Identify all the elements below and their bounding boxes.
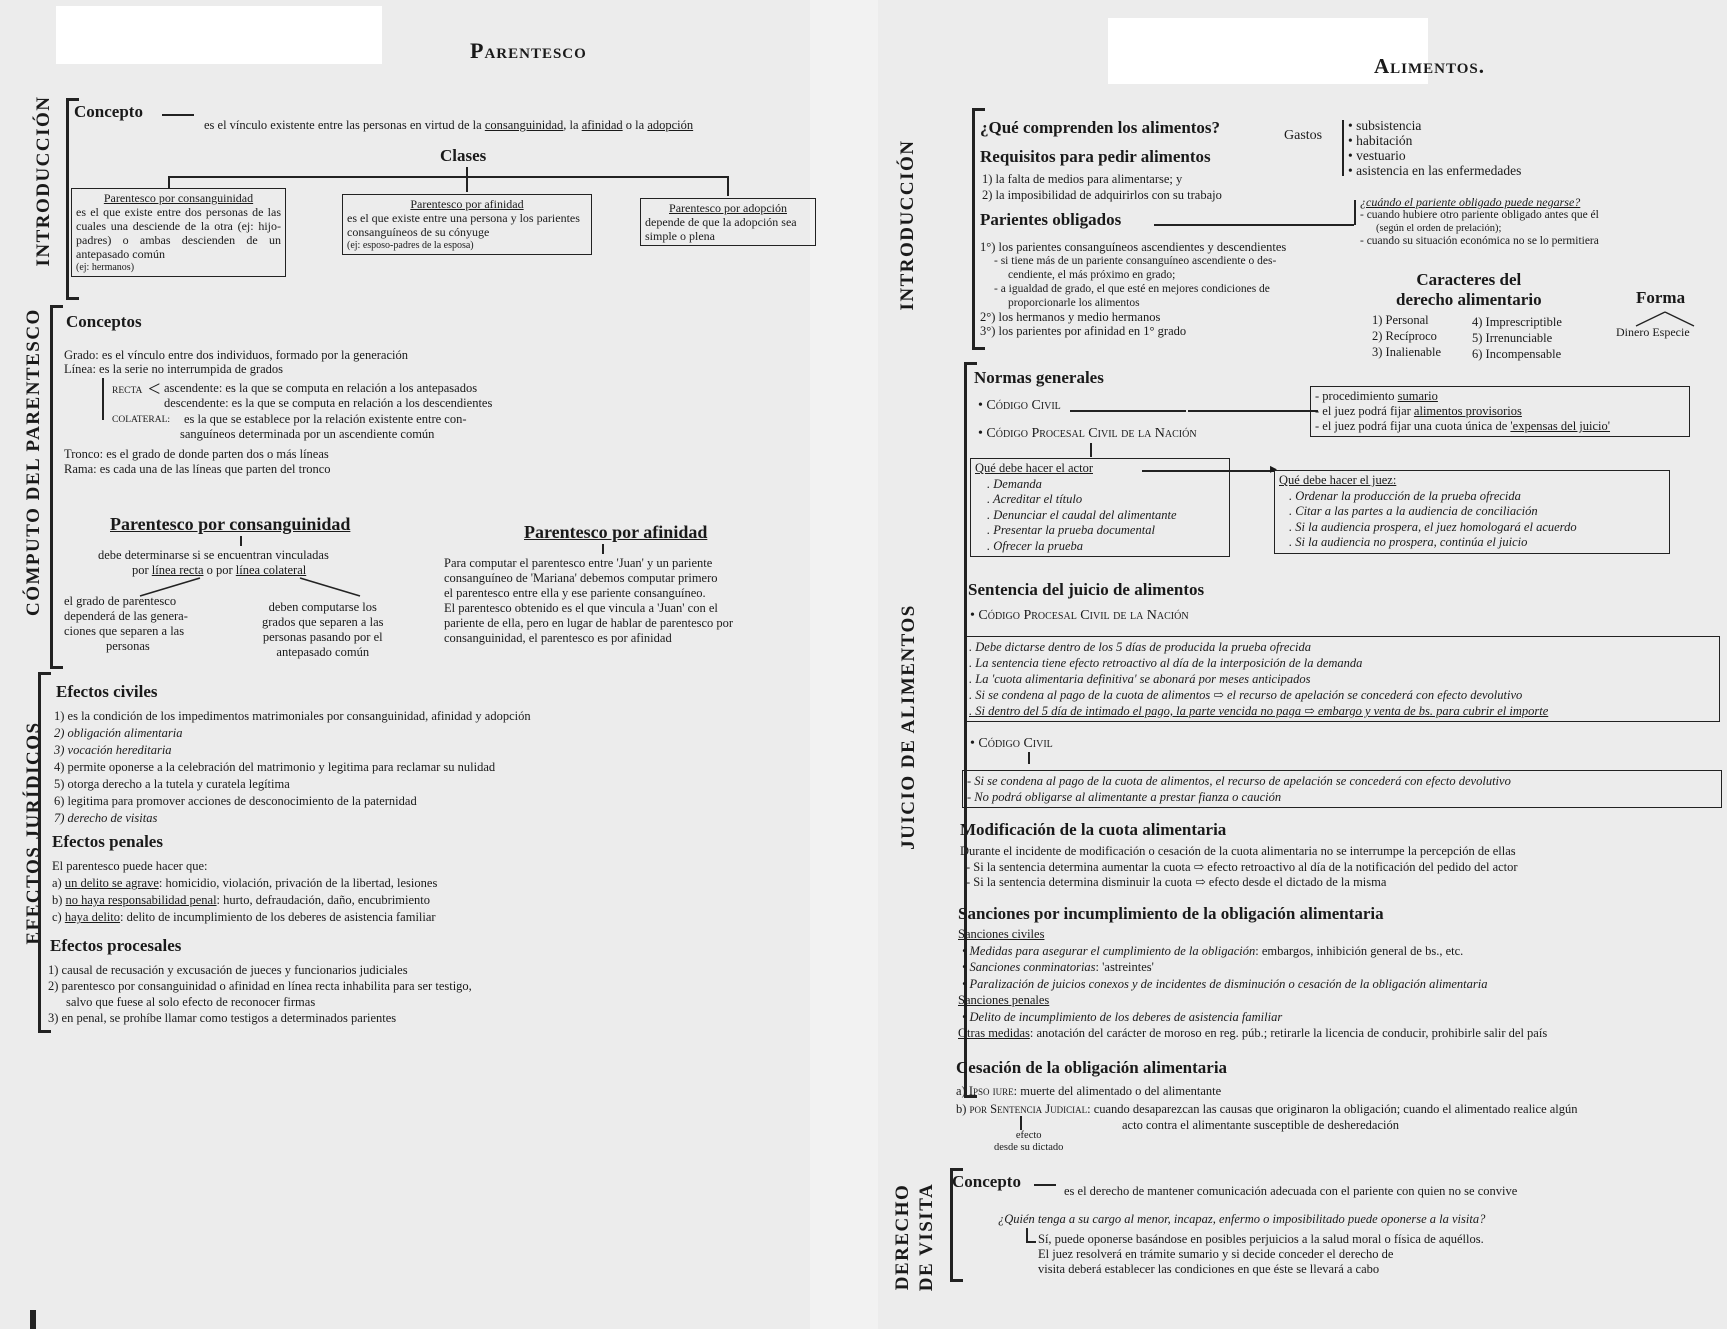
actor-juez-arrow bbox=[1142, 470, 1274, 472]
box-afinidad bbox=[342, 194, 592, 255]
afin-stem bbox=[602, 544, 604, 554]
normas-cc-line bbox=[1070, 410, 1186, 412]
negarse-connector bbox=[1354, 200, 1356, 225]
sentencia-4: . Si se condena al pago de la cuota de alimentos ⇨ el recurso de apelación se concederá con efecto devolutivo bbox=[969, 688, 1523, 702]
concepto-dash-left bbox=[162, 114, 194, 116]
sanciones-civiles-3: • Paralización de juicios conexos y de incidentes de disminución o cesación de la obligación alimentaria bbox=[962, 976, 1488, 991]
penales-c-k: c) bbox=[52, 910, 65, 924]
right-title: Alimentos. bbox=[1374, 54, 1485, 78]
consang-right-1: deben computarse los bbox=[268, 600, 377, 614]
q-alimentos: ¿Qué comprenden los alimentos? bbox=[980, 118, 1221, 137]
sc2b: : 'astreintes' bbox=[1095, 960, 1154, 974]
sentencia-cc-1: - Si se condena al pago de la cuota de alimentos, el recurso de apelación se concederá con efecto devolutivo bbox=[967, 774, 1511, 788]
concepto-linea: Línea: es la serie no interrumpida de grados bbox=[64, 362, 284, 376]
normas-box bbox=[1310, 386, 1690, 437]
juez-4: . Si la audiencia no prospera, continúa el juicio bbox=[1289, 535, 1528, 549]
left-title: Parentesco bbox=[470, 38, 587, 63]
negarse-1: - cuando hubiere otro pariente obligado antes que él bbox=[1360, 209, 1599, 221]
cesacion-efecto-1: efecto bbox=[1015, 1130, 1042, 1141]
normas-cpcn: • Código Procesal Civil de la Nación bbox=[978, 426, 1197, 441]
section-efectos: EFECTOS JURÍDICOS bbox=[23, 721, 44, 945]
concepto-colateral-2: sanguíneos determinada por un ascendiente común bbox=[180, 427, 435, 441]
caracter-1: 1) Personal bbox=[1372, 313, 1429, 327]
cesacion-b bbox=[956, 1102, 1578, 1117]
actor-5: . Ofrecer la prueba bbox=[987, 538, 1084, 553]
caracteres-title bbox=[1396, 270, 1542, 310]
scan-artifact bbox=[30, 1310, 36, 1329]
sc2a: • Sanciones conminatorias bbox=[962, 960, 1096, 974]
obligados-1c: - a igualdad de grado, el que esté en mejores condiciones de bbox=[994, 283, 1270, 295]
civiles-item-5: 5) otorga derecho a la tutela y curatela legítima bbox=[54, 777, 290, 791]
actor-1: . Demanda bbox=[987, 476, 1042, 491]
visita-dash bbox=[1034, 1184, 1056, 1186]
concepto-adopcion: adopción bbox=[647, 118, 694, 132]
cesacion-a-k: a) bbox=[956, 1084, 969, 1098]
otras-label: Otras medidas bbox=[958, 1026, 1030, 1040]
negarse-2: - cuando su situación económica no se lo permitiera bbox=[1360, 235, 1599, 247]
negarse-q: ¿cuándo el pariente obligado puede negarse? bbox=[1360, 195, 1581, 209]
caracter-2: 2) Recíproco bbox=[1372, 329, 1437, 343]
consang-left-3: ciones que separen a las bbox=[64, 624, 185, 638]
juez-1: . Ordenar la producción de la prueba ofrecida bbox=[1289, 488, 1521, 503]
forma-options bbox=[1616, 326, 1690, 339]
penales-label: Efectos penales bbox=[52, 832, 163, 851]
cpcn-stem bbox=[1090, 443, 1092, 457]
penales-a-k: a) bbox=[52, 876, 65, 890]
bracket-computo bbox=[50, 305, 63, 669]
visita-stem bbox=[1026, 1228, 1028, 1242]
box-adopcion-text: depende de que la adopción sea simple o plena bbox=[645, 215, 797, 243]
forma-dinero: Dinero bbox=[1616, 325, 1650, 339]
concepto-ascendente: ascendente: es la que se computa en relación a los antepasados bbox=[164, 381, 478, 395]
penales-list bbox=[52, 858, 437, 926]
forma-label: Forma bbox=[1636, 288, 1686, 307]
penales-c-u: haya delito bbox=[64, 910, 121, 924]
sentencia-cc-box bbox=[962, 770, 1722, 808]
concepto-colateral-label: COLATERAL: bbox=[112, 415, 171, 425]
concepto-descendente: descendente: es la que se computa en relación a los descendientes bbox=[164, 396, 493, 410]
normas-box-1 bbox=[1315, 389, 1685, 404]
gastos-list bbox=[1348, 118, 1521, 178]
consang-right-3: personas pasando por el bbox=[262, 630, 383, 644]
concepto-consanguinidad: consanguinidad bbox=[484, 118, 564, 132]
juez-3: . Si la audiencia prospera, el juez homologará el acuerdo bbox=[1289, 519, 1577, 534]
juez-title: Qué debe hacer el juez: bbox=[1279, 473, 1397, 487]
consang-text-1: debe determinarse si se encuentran vinculadas bbox=[98, 548, 329, 562]
sentencia-cc-2: - No podrá obligarse al alimentante a prestar fianza o caución bbox=[967, 790, 1282, 804]
sentencia-cc-stem bbox=[1028, 752, 1030, 764]
afin-text bbox=[444, 556, 733, 646]
caracter-6: 6) Incompensable bbox=[1472, 347, 1562, 361]
sanciones-penales: Sanciones penales bbox=[958, 993, 1050, 1007]
concepto-text-a: es el vínculo existente entre las personas en virtud de la bbox=[204, 118, 485, 132]
sentencia-1: . Debe dictarse dentro de los 5 días de producida la prueba ofrecida bbox=[969, 640, 1311, 654]
clases-label: Clases bbox=[440, 146, 487, 165]
civiles-list bbox=[54, 708, 531, 827]
consang-text-2a: por bbox=[132, 563, 152, 577]
civiles-item-4: 4) permite oponerse a la celebración del matrimonio y legitima para reclamar su nulidad bbox=[54, 760, 496, 774]
obligados-list bbox=[980, 240, 1286, 338]
consang-right-2: grados que separen a las bbox=[262, 615, 384, 629]
section-visita-2: DE VISITA bbox=[916, 1182, 937, 1292]
civiles-item-6: 6) legitima para promover acciones de desconocimiento de la paternidad bbox=[54, 794, 417, 808]
concepto-text-left: es el vínculo existente entre las personas en virtud de la consanguinidad, la afinidad o la adopción bbox=[204, 118, 694, 132]
gastos-label: Gastos bbox=[1284, 128, 1323, 143]
caracter-3: 3) Inalienable bbox=[1372, 345, 1442, 359]
arrow-head: ▸ bbox=[1270, 462, 1278, 477]
box-adopcion bbox=[640, 198, 816, 246]
procesales-label: Efectos procesales bbox=[50, 936, 182, 955]
visita-a3: visita deberá establecer las condiciones en que éste se llevará a cabo bbox=[1038, 1262, 1380, 1276]
normas-box-2-t: - el juez podrá fijar bbox=[1315, 404, 1414, 418]
penales-c bbox=[52, 909, 437, 926]
consang-linea-recta: línea recta bbox=[151, 563, 204, 577]
afin-title: Parentesco por afinidad bbox=[524, 522, 708, 542]
gastos-item-3: • vestuario bbox=[1348, 148, 1406, 163]
penales-b-k: b) bbox=[52, 893, 66, 907]
box-consanguinidad bbox=[71, 188, 286, 277]
afin-l3: el parentesco entre ella y ese pariente consanguíneo. bbox=[444, 586, 706, 600]
cesacion-efecto bbox=[994, 1130, 1063, 1154]
visita-q: ¿Quién tenga a su cargo al menor, incapaz, enfermo o imposibilitado puede oponerse a la visita? bbox=[998, 1212, 1486, 1226]
procesales-item-3: 3) en penal, se prohíbe llamar como testigos a determinados parientes bbox=[48, 1011, 397, 1025]
cesacion-efecto-stem bbox=[1020, 1116, 1022, 1130]
penales-a-t: : homicidio, violación, privación de la libertad, lesiones bbox=[158, 876, 438, 890]
penales-a bbox=[52, 875, 437, 892]
cesacion-a-t: : muerte del alimentado o del alimentante bbox=[1013, 1084, 1222, 1098]
modificacion-1: - Si la sentencia determina aumentar la cuota ⇨ efecto retroactivo al día de la notificación del pedido del actor bbox=[966, 859, 1518, 874]
concepto-grado: Grado: es el vínculo entre dos individuos, formado por la generación bbox=[64, 348, 409, 362]
normas-cc: • Código Civil bbox=[978, 398, 1061, 413]
actor-3: . Denunciar el caudal del alimentante bbox=[987, 507, 1177, 522]
sentencia-cc: • Código Civil bbox=[970, 736, 1053, 751]
obligados-2: 2°) los hermanos y medio hermanos bbox=[980, 310, 1161, 324]
civiles-item-7: 7) derecho de visitas bbox=[54, 811, 158, 825]
concepto-label-left: Concepto bbox=[74, 102, 143, 121]
clases-bar bbox=[168, 176, 728, 178]
section-introduccion-left: INTRODUCCIÓN bbox=[33, 95, 54, 267]
consang-stem bbox=[240, 536, 242, 546]
sanciones-civiles-2 bbox=[958, 959, 1547, 976]
redaction-box-left bbox=[56, 6, 382, 64]
concepto-recta: RECTA bbox=[112, 386, 143, 396]
recta-bracket: < bbox=[148, 376, 161, 401]
sentencia-3: . La 'cuota alimentaria definitiva' se abonará por meses anticipados bbox=[969, 672, 1311, 686]
visita-concepto-label: Concepto bbox=[952, 1172, 1021, 1191]
civiles-item-1: 1) es la condición de los impedimentos matrimoniales por consanguinidad, afinidad y adopción bbox=[54, 709, 531, 723]
gastos-item-2: • habitación bbox=[1348, 133, 1413, 148]
sc1b: : embargos, inhibición general de bs., etc. bbox=[1255, 943, 1464, 958]
section-juicio: JUICIO DE ALIMENTOS bbox=[898, 604, 919, 850]
visita-text: es el derecho de mantener comunicación adecuada con el pariente con quien no se convive bbox=[1064, 1184, 1518, 1198]
forma-especie: Especie bbox=[1652, 325, 1690, 339]
consang-left-2: dependerá de las genera- bbox=[64, 609, 188, 623]
cesacion-b-t: : cuando desaparezcan las causas que originaron la obligación; cuando el alimentado realice algún bbox=[1087, 1102, 1578, 1116]
actor-4: . Presentar la prueba documental bbox=[987, 523, 1155, 537]
sanciones-otras bbox=[958, 1025, 1547, 1042]
section-visita-1: DERECHO bbox=[892, 1183, 913, 1291]
obligados-1a: - si tiene más de un pariente consanguíneo ascendiente o des- bbox=[994, 255, 1277, 267]
normas-box-2 bbox=[1315, 404, 1685, 419]
afin-l4: El parentesco obtenido es el que vincula a 'Juan' con el bbox=[444, 601, 718, 615]
obligados-arrow bbox=[1154, 224, 1354, 226]
section-introduccion-right: INTRODUCCIÓN bbox=[897, 139, 918, 311]
otras-text: : anotación del carácter de moroso en reg. púb.; retirarle la licencia de conducir, prohibirle salir del país bbox=[1029, 1026, 1548, 1040]
procesales-item-1: 1) causal de recusación y excusación de jueces y funcionarios judiciales bbox=[48, 963, 408, 977]
caracter-5: 5) Irrenunciable bbox=[1472, 331, 1553, 345]
cesacion-efecto-2: desde su dictado bbox=[994, 1142, 1064, 1153]
concepto-colateral: es la que se establece por la relación existente entre con- bbox=[184, 412, 467, 426]
consang-title: Parentesco por consanguinidad bbox=[110, 514, 351, 534]
cesacion-b-sc: por Sentencia Judicial bbox=[969, 1102, 1088, 1116]
consang-text-2b: o por bbox=[203, 563, 236, 577]
obligados-3: 3°) los parientes por afinidad en 1° grado bbox=[980, 324, 1187, 338]
normas-box-3-t: - el juez podrá fijar una cuota única de bbox=[1315, 419, 1511, 433]
requisitos-2: 2) la imposibilidad de adquirirlos con su trabajo bbox=[982, 188, 1222, 202]
clases-drop-2 bbox=[466, 176, 468, 192]
sanciones-civiles: Sanciones civiles bbox=[958, 927, 1045, 941]
civiles-item-3: 3) vocación hereditaria bbox=[54, 743, 172, 757]
sc1a: • Medidas para asegurar el cumplimiento de la obligación bbox=[962, 943, 1256, 958]
visita-a1: Sí, puede oponerse basándose en posibles perjuicios a la salud moral o física de aquéllos. bbox=[1038, 1232, 1484, 1246]
concepto-tronco: Tronco: es el grado de donde parten dos o más líneas bbox=[64, 447, 329, 461]
caracteres-col-2 bbox=[1472, 314, 1562, 362]
gastos-item-1: • subsistencia bbox=[1348, 118, 1422, 133]
conceptos-label: Conceptos bbox=[66, 312, 142, 331]
right-page bbox=[878, 0, 1727, 1329]
cesacion-b2: acto contra el alimentante susceptible de desheredación bbox=[1122, 1118, 1399, 1132]
negarse-block bbox=[1360, 196, 1599, 248]
gastos-bracket bbox=[1342, 120, 1344, 176]
penales-b-t: : hurto, defraudación, daño, encubrimiento bbox=[216, 893, 431, 907]
sentencia-cpcn: • Código Procesal Civil de la Nación bbox=[970, 608, 1189, 623]
box-consanguinidad-title: Parentesco por consanguinidad bbox=[103, 191, 254, 205]
sentencia-label: Sentencia del juicio de alimentos bbox=[968, 580, 1205, 599]
normas-box-3 bbox=[1315, 419, 1685, 434]
section-computo: CÓMPUTO DEL PARENTESCO bbox=[23, 308, 44, 616]
consang-right-4: antepasado común bbox=[276, 645, 370, 659]
sanciones-civiles-1 bbox=[958, 943, 1547, 960]
penales-a-u: un delito se agrave bbox=[64, 876, 159, 890]
modificacion-0: Durante el incidente de modificación o cesación de la cuota alimentaria no se interrumpe la percepción de ellas bbox=[960, 844, 1516, 858]
caracter-4: 4) Imprescriptible bbox=[1472, 315, 1562, 329]
linea-connector bbox=[102, 378, 104, 420]
sentencia-box bbox=[964, 636, 1720, 722]
consang-right bbox=[262, 600, 383, 660]
caracteres-title-2: derecho alimentario bbox=[1396, 290, 1542, 309]
consang-left bbox=[64, 594, 188, 654]
negarse-1b: (según el orden de prelación); bbox=[1376, 223, 1502, 234]
consang-left-1: el grado de parentesco bbox=[64, 594, 177, 608]
consang-linea-colateral: línea colateral bbox=[235, 563, 307, 577]
visita-a2: El juez resolverá en trámite sumario y si decide conceder el derecho de bbox=[1038, 1247, 1394, 1261]
penales-c-t: : delito de incumplimiento de los deberes de asistencia familiar bbox=[120, 910, 436, 924]
afin-l6: consanguinidad, el parentesco es por afinidad bbox=[444, 631, 672, 645]
cesacion-b-k: b) bbox=[956, 1102, 970, 1116]
sanciones-penales-1: • Delito de incumplimiento de los deberes de asistencia familiar bbox=[962, 1009, 1283, 1024]
cesacion-a bbox=[956, 1084, 1221, 1099]
box-afinidad-ej: (ej: esposo-padres de la esposa) bbox=[347, 240, 474, 251]
penales-b-u: no haya responsabilidad penal bbox=[65, 893, 217, 907]
concepto-afinidad: afinidad bbox=[581, 118, 623, 132]
left-page bbox=[0, 0, 810, 1329]
juez-2: . Citar a las partes a la audiencia de conciliación bbox=[1289, 504, 1538, 518]
procesales-item-2b: salvo que fuese al solo efecto de reconocer firmas bbox=[66, 995, 316, 1009]
requisitos-1: 1) la falta de medios para alimentarse; y bbox=[982, 172, 1183, 186]
cesacion-a-sc: Ipso iure bbox=[968, 1084, 1014, 1098]
procesales-item-2: 2) parentesco por consanguinidad o afinidad en línea recta inhabilita para ser testigo, bbox=[48, 979, 472, 993]
sentencia-2: . La sentencia tiene efecto retroactivo al día de la interposición de la demanda bbox=[969, 656, 1363, 670]
sanciones-label: Sanciones por incumplimiento de la obligación alimentaria bbox=[958, 904, 1384, 923]
obligados-1d: proporcionarle los alimentos bbox=[1008, 297, 1140, 309]
normas-box-1-t: - procedimiento bbox=[1315, 389, 1398, 403]
modificacion-2: - Si la sentencia determina disminuir la cuota ⇨ efecto desde el dictado de la misma bbox=[966, 875, 1387, 889]
normas-box-1-u: sumario bbox=[1397, 389, 1438, 403]
procesales-list bbox=[48, 962, 472, 1026]
caracteres-col-1 bbox=[1372, 312, 1441, 360]
afin-l2: consanguíneo de 'Mariana' debemos computar primero bbox=[444, 571, 718, 585]
box-consanguinidad-ej: (ej: hermanos) bbox=[76, 262, 135, 273]
gastos-item-4: • asistencia en las enfermedades bbox=[1348, 163, 1522, 178]
obligados-label: Parientes obligados bbox=[980, 210, 1122, 229]
obligados-1b: cendiente, el más próximo en grado; bbox=[1008, 269, 1176, 281]
afin-l1: Para computar el parentesco entre 'Juan' y un pariente bbox=[444, 556, 713, 570]
obligados-1: 1°) los parientes consanguíneos ascendientes y descendientes bbox=[980, 240, 1287, 254]
afin-l5: pariente de ella, pero en lugar de hablar de parentesco por bbox=[444, 616, 734, 630]
box-afinidad-text: es el que existe entre una persona y los parientes consanguíneos de su cónyuge bbox=[347, 211, 580, 239]
actor-2: . Acreditar el título bbox=[987, 492, 1083, 506]
consang-left-4: personas bbox=[106, 639, 150, 653]
modificacion-list bbox=[960, 844, 1518, 891]
normas-label: Normas generales bbox=[974, 368, 1104, 387]
sanciones-list bbox=[958, 926, 1547, 1042]
normas-box-2-u: alimentos provisorios bbox=[1413, 404, 1522, 418]
box-consanguinidad-text: es el que existe entre dos personas de las cuales una desciende de la otra (ej: hijo-padres) o ambas descienden de un antepasado común bbox=[76, 205, 281, 261]
juez-box bbox=[1274, 470, 1670, 554]
visita-stem-h bbox=[1026, 1241, 1036, 1243]
sentencia-5: . Si dentro del 5 día de intimado el pago, la parte vencida no paga ⇨ embargo y venta de bs. para cubrir el importe bbox=[969, 704, 1549, 718]
actor-box bbox=[970, 458, 1230, 557]
concepto-rama: Rama: es cada una de las líneas que parten del tronco bbox=[64, 462, 331, 476]
actor-title: Qué debe hacer el actor bbox=[975, 461, 1093, 475]
civiles-label: Efectos civiles bbox=[56, 682, 158, 701]
civiles-item-2: 2) obligación alimentaria bbox=[54, 726, 183, 740]
penales-intro: El parentesco puede hacer que: bbox=[52, 859, 208, 873]
box-adopcion-title: Parentesco por adopción bbox=[669, 201, 787, 215]
normas-link-line bbox=[1188, 410, 1318, 412]
caracteres-title-1: Caracteres del bbox=[1416, 270, 1522, 289]
visita-answer bbox=[1038, 1232, 1484, 1277]
clases-drop-3 bbox=[727, 176, 729, 196]
clases-drop-1 bbox=[168, 176, 170, 188]
modificacion-label: Modificación de la cuota alimentaria bbox=[960, 820, 1227, 839]
penales-b bbox=[52, 892, 437, 909]
requisitos-label: Requisitos para pedir alimentos bbox=[980, 147, 1211, 166]
box-afinidad-title: Parentesco por afinidad bbox=[410, 197, 524, 211]
cesacion-label: Cesación de la obligación alimentaria bbox=[956, 1058, 1228, 1077]
normas-box-3-u: 'expensas del juicio' bbox=[1510, 419, 1611, 433]
